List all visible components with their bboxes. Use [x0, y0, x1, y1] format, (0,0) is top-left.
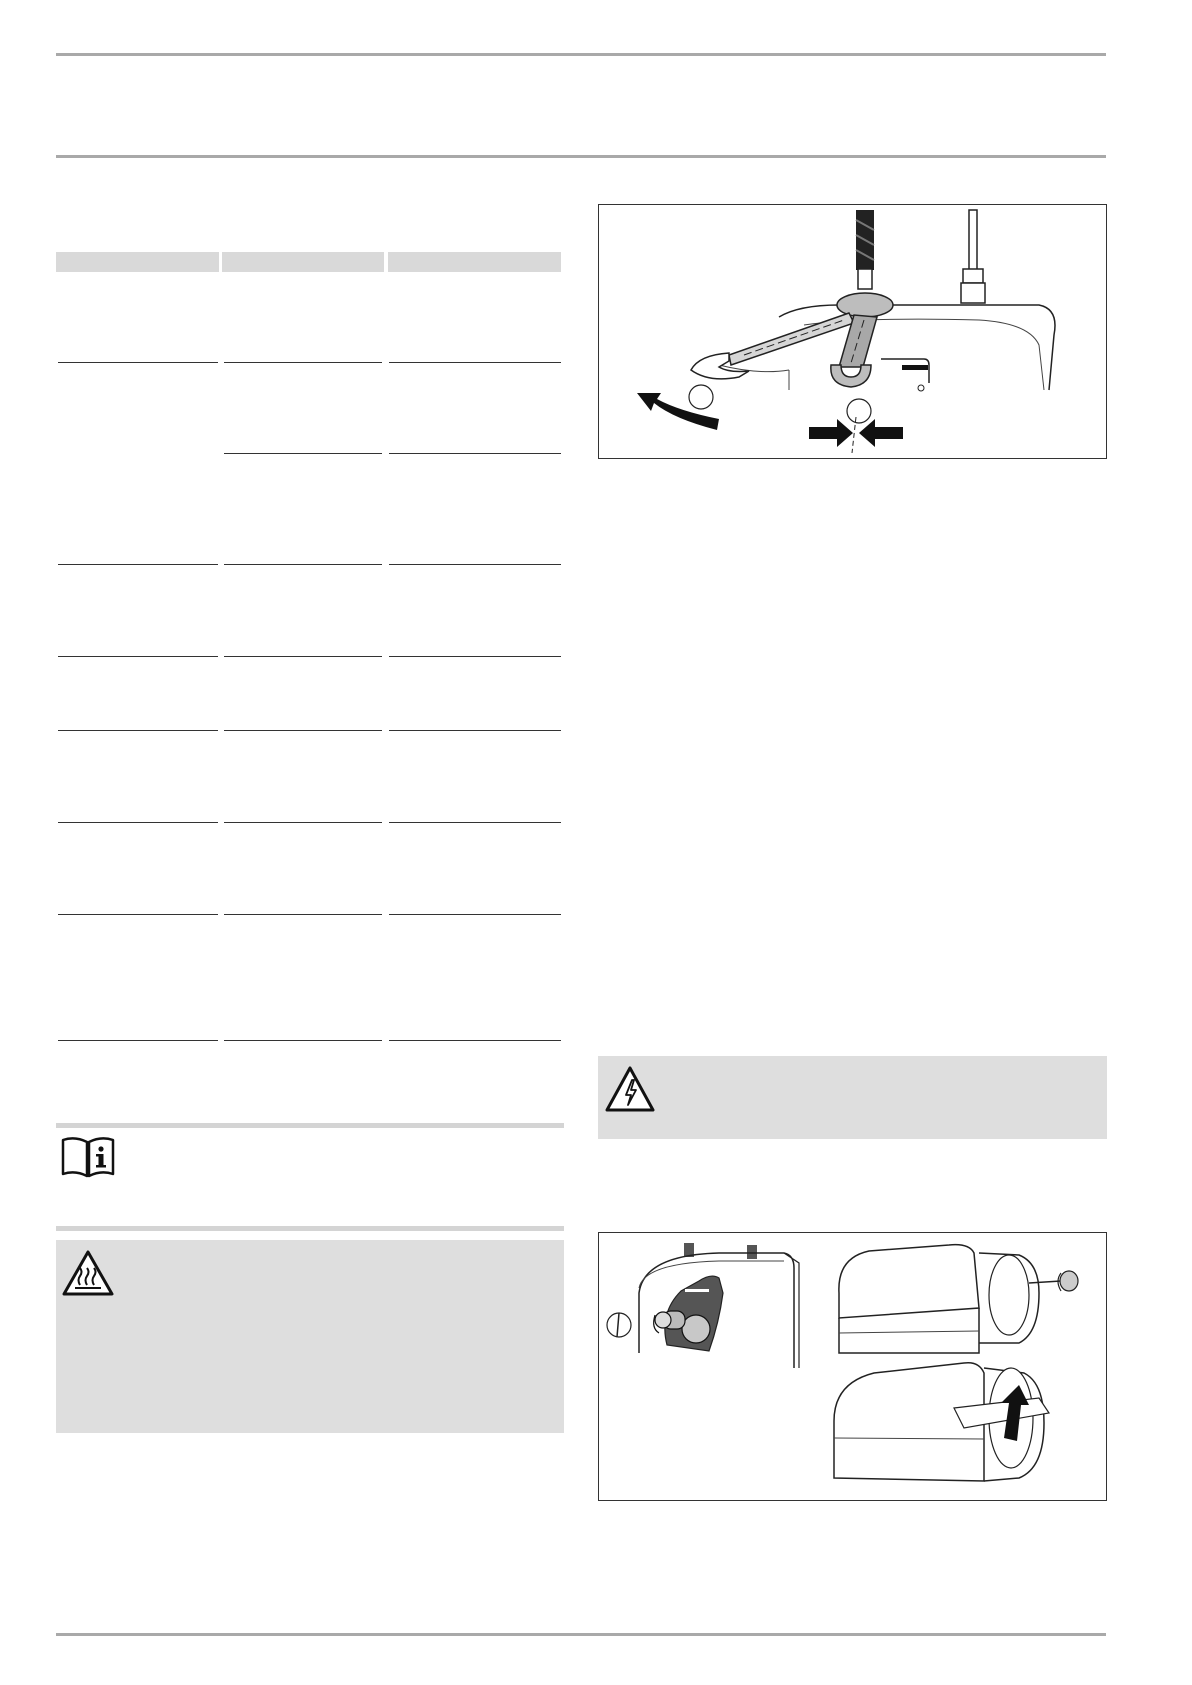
hot-surface-warning-notice [56, 1240, 564, 1433]
table-header-col-1 [56, 252, 219, 272]
table-row-divider [224, 564, 382, 565]
table-row-divider [58, 362, 218, 363]
table-row-divider [58, 822, 218, 823]
table-row-divider [58, 730, 218, 731]
table-row-divider [58, 914, 218, 915]
table-row-divider [389, 1040, 561, 1041]
hot-surface-warning-icon [61, 1249, 115, 1297]
callout-circle-2 [847, 399, 871, 423]
table-row-divider [389, 564, 561, 565]
table-row-divider [224, 822, 382, 823]
header-rule-top [56, 53, 1106, 56]
footer-rule [56, 1633, 1106, 1636]
table-row-divider [58, 1040, 218, 1041]
callout-circle-1 [689, 385, 713, 409]
table-row-divider [224, 362, 382, 363]
table-header-col-2 [222, 252, 384, 272]
table-row-divider [224, 656, 382, 657]
table-row-divider [224, 1040, 382, 1041]
electric-shock-warning-icon [604, 1065, 656, 1113]
table-row-divider [224, 730, 382, 731]
figure-cover-removal [598, 1232, 1107, 1501]
table-header-col-3 [388, 252, 561, 272]
electric-warning-notice [598, 1056, 1107, 1139]
table-row-divider [389, 362, 561, 363]
header-rule-bottom [56, 155, 1106, 158]
table-row-divider [224, 914, 382, 915]
table-row-divider [389, 730, 561, 731]
info-notice-bottom-bar [56, 1226, 564, 1231]
table-row-divider [389, 822, 561, 823]
table-row-divider [389, 914, 561, 915]
table-row-divider [389, 656, 561, 657]
figure-wrench-connection [598, 204, 1107, 459]
table-row-divider [224, 453, 382, 454]
info-book-icon [60, 1136, 116, 1178]
table-row-divider [389, 453, 561, 454]
table-row-divider [58, 564, 218, 565]
table-row-divider [58, 656, 218, 657]
info-notice-top-bar [56, 1123, 564, 1128]
